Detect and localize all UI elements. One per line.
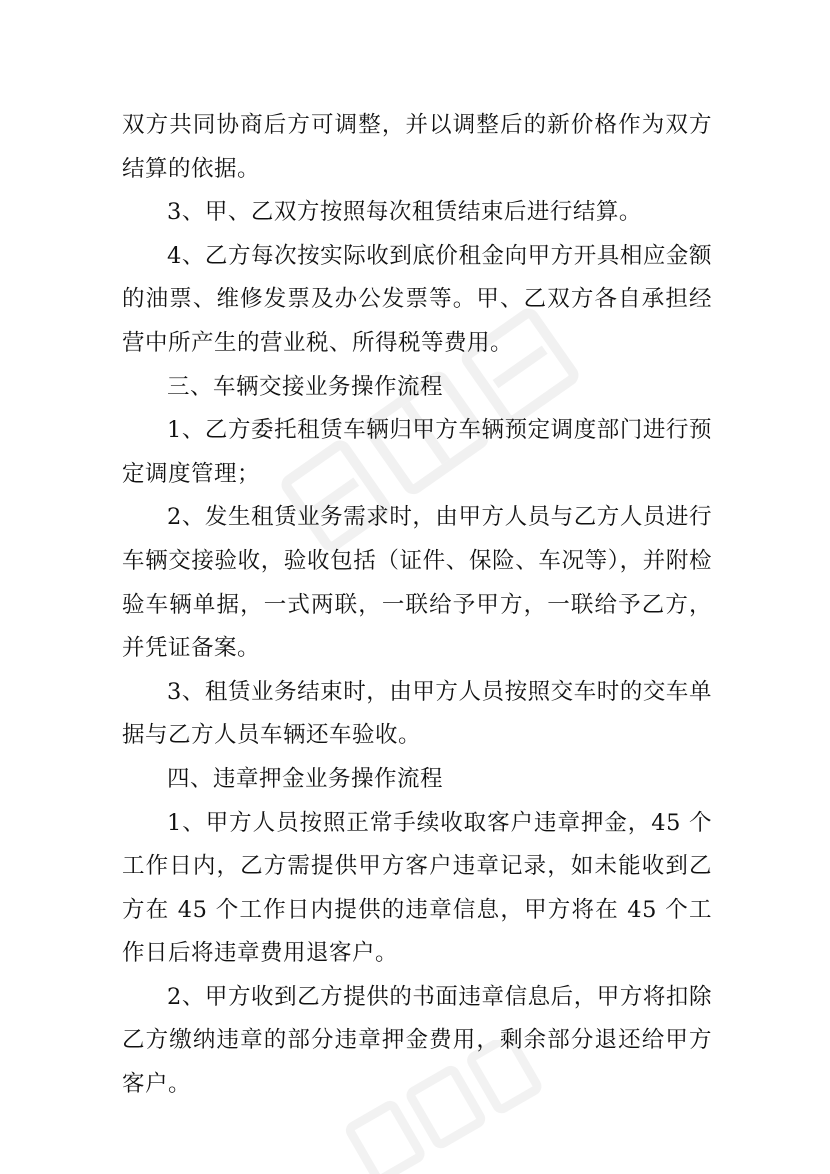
paragraph-handover-inspection: 2、发生租赁业务需求时，由甲方人员与乙方人员进行车辆交接验收，验收包括（证件、保险、车况等），并附检验车辆单据，一式两联，一联给予甲方，一联给予乙方，并凭证备案。	[122, 504, 712, 662]
paragraph-deposit-collection: 1、甲方人员按照正常手续收取客户违章押金，45 个工作日内，乙方需提供甲方客户违章记录，如未能收到乙方在 45 个工作日内提供的违章信息，甲方将在 45 个工作日后将违章费用退客户。	[122, 809, 712, 967]
paragraph-invoices: 4、乙方每次按实际收到底价租金向甲方开具相应金额的油票、维修发票及办公发票等。甲、乙双方各自承担经营中所产生的营业税、所得税等费用。	[122, 242, 712, 356]
section-heading-violation-deposit: 四、违章押金业务操作流程	[167, 765, 444, 792]
paragraph-deposit-refund: 2、甲方收到乙方提供的书面违章信息后，甲方将扣除乙方缴纳违章的部分违章押金费用，剩余部分退还给甲方客户。	[122, 983, 712, 1098]
paragraph-return-inspection: 3、租赁业务结束时，由甲方人员按照交车时的交车单据与乙方人员车辆还车验收。	[122, 678, 712, 749]
section-heading-vehicle-handover: 三、车辆交接业务操作流程	[167, 373, 444, 400]
document-body	[122, 104, 712, 1107]
paragraph-settlement: 3、甲、乙双方按照每次租赁结束后进行结算。	[167, 199, 642, 226]
paragraph-continuation: 双方共同协商后方可调整，并以调整后的新价格作为双方结算的依据。	[122, 112, 712, 182]
paragraph-dispatch: 1、乙方委托租赁车辆归甲方车辆预定调度部门进行预定调度管理；	[122, 417, 712, 487]
